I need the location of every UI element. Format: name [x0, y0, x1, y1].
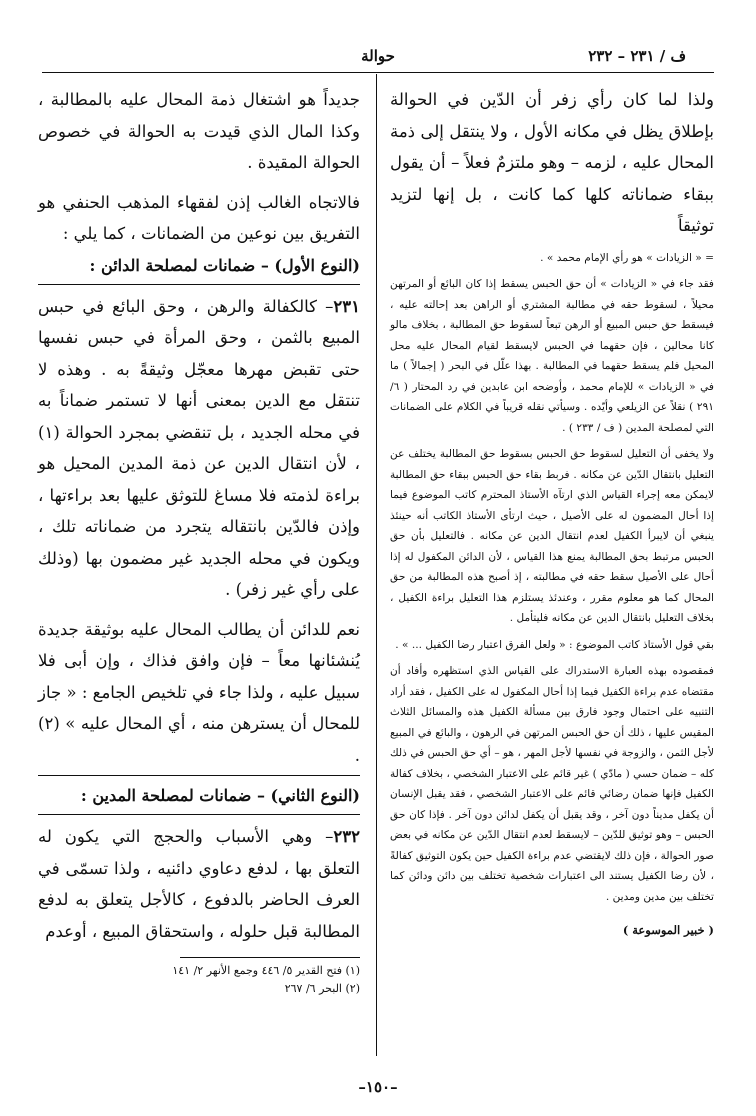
footnote-rule	[180, 957, 360, 958]
footnote-2: (٢) البحر ٦/ ٢٦٧	[284, 982, 360, 995]
note-continuation: = « الزيادات » هو رأي الإمام محمد » .	[540, 251, 714, 264]
column-divider	[376, 74, 377, 1056]
heading-rule-2a	[38, 775, 360, 776]
section-number-231: ٢٣١	[333, 296, 360, 316]
note-paragraph-3: بقي قول الأستاذ كاتب الموضوع : « ولعل الفرق اعتبار رضا الكفيل ... » .	[395, 638, 714, 651]
heading-rule-2b	[38, 814, 360, 815]
note-paragraph-2: ولا يخفى أن التعليل لسقوط حق الحبس بسقوط حق المطالبة يختلف عن التعليل بانتقال الدّين عن مكانه . فربط بقاء حق الحبس ببقاء حق المطالبة لايمكن معه إجراء القياس الذي ارتآه الأستاذ المحترم كاتب الموضوع فيما إذا أحال المضمون له على الأصيل ، حيث ارتأى الأستاذ الكاتب أنه حينئذ ينبغي أن لايبرأ الكفيل لعدم انتقال الدين عن مكانه . فالتعليل بأن حق الحبس مرتبط بحق المطالبة يمنع هذا القياس ، لأن الدائن المكفول له إذا أحال على الأصيل سقط حقه في مطالبته ، إذ أصبح هذه المطالبة من حق المحال كما هو معلوم مقرر ، وعندئذ يستلزم هذا التعليل براءة الكفيل ، بخلاف التعليل بانتقال الدين عن مكانه فليتأمل .	[390, 448, 715, 624]
running-title: حوالة	[361, 47, 395, 65]
left-column	[38, 84, 360, 998]
left-paragraph-4: نعم للدائن أن يطالب المحال عليه بوثيقة جديدة يُنشئانها معاً – فإن وافق فذاك ، وإن أبى فلا سبيل عليه ، ولذا جاء في تلخيص الجامع : « جاز للمحال أن يسترهن منه ، أي المحال عليه » (٢) .	[38, 619, 360, 765]
page-number: –١٥٠–	[358, 1078, 398, 1096]
section-heading-2: (النوع الثاني) – ضمانات لمصلحة المدين :	[80, 786, 360, 805]
left-paragraph-5	[38, 821, 360, 947]
page-section-code: ف / ٢٣١ – ٢٣٢	[588, 47, 686, 65]
note-paragraph-4: فمقصوده بهذه العبارة الاستدراك على القياس الذي استظهره وأفاد أن مقتضاه عدم براءة الكفيل فيما إذا أحال المكفول له على الكفيل ، فقد أراد التنبيه على احتمال وجود فارق بين مسألة الكفيل هذه والمسائل الثلاث المقيس عليها ، ذلك أن حق الحبس المرتهن في الرهون ، والبائع في المبيع لأجل الثمن ، والزوجة في نفسها لأجل المهر ، هو – أي حق الحبس في ذلك كله – ضمان حسي ( مادّي ) غير قائم على الاعتبار الشخصي ، بخلاف كفالة الكفيل فإنها ضمان رضائي قائم على الاعتبار الشخصي ، فقد يقبل الإنسان أن يكفل مديناً دون آخر ، وقد يقبل أن يكفل لدائن دون آخر . فإذا كان حق الحبس – وهو توثيق للدّين – لايسقط لعدم انتقال الدّين عن مكانه في بعض صور الحوالة ، فإن ذلك لايقتضي عدم براءة الكفيل حين يكون التوثيق كفالةً ، لأن رضا الكفيل يستند الى اعتبارات شخصية تختلف بين دائن ودائن كما تختلف بين مدين ومدين .	[390, 665, 714, 903]
left-paragraph-2: فالاتجاه الغالب إذن لفقهاء المذهب الحنفي هو التفريق بين نوعين من الضمانات ، كما يلي :	[38, 192, 360, 243]
right-column	[390, 84, 714, 937]
section-number-232: ٢٣٢	[333, 827, 360, 846]
section-heading-1: (النوع الأول) – ضمانات لمصلحة الدائن :	[89, 255, 360, 275]
footnote-1: (١) فتح القدير ٥/ ٤٤٦ وجمع الأنهر ٢/ ١٤١	[172, 964, 360, 977]
note-signature: ( خبير الموسوعة )	[622, 923, 714, 937]
left-paragraph-3	[38, 291, 360, 606]
left-paragraph-1: جديداً هو اشتغال ذمة المحال عليه بالمطالبة ، وكذا المال الذي قيدت به الحوالة في خصوص الحوالة المقيدة .	[38, 90, 360, 172]
right-main-paragraph: ولذا لما كان رأي زفر أن الدّين في الحوالة بإطلاق يظل في مكانه الأول ، ولا ينتقل إلى ذمة المحال عليه ، لزمه – وهو ملتزمٌ فعلاً – أن يقول ببقاء ضماناته كلها كما كانت ، بل إنها لتزيد توثيقاً	[390, 90, 714, 235]
section-232-text: – وهي الأسباب والحجج التي يكون له التعلق بها ، لدفع دعاوي دائنيه ، ولذا تسمّى في العرف الحاضر بالدفوع ، كالأجل يتعلق به لدفع المطالبة قبل حلوله ، واستحقاق المبيع ، أوعدم	[38, 827, 360, 941]
section-231-text: – كالكفالة والرهن ، وحق البائع في حبس المبيع بالثمن ، وحق المرأة في حبس نفسها حتى تقبض مهرها معجّل وثيقةً به . وهذه لا تنتقل مع الدين بمعنى أنها لا تستمر ضماناً به في محله الجديد ، بل تنقضي بمجرد الحوالة (١) ، لأن انتقال الدين عن ذمة المدين المحيل هو براءة لذمته فلا مساغ للتوثق عليها بعد براءتها ، وإذن فالدّين بانتقاله يتجرد من ضماناته تلك ، ويكون في محله الجديد غير مضمون بها (وذلك على رأي غير زفر) .	[38, 296, 360, 599]
header-rule	[42, 72, 714, 73]
heading-rule-1	[38, 284, 360, 285]
note-paragraph-1: فقد جاء في « الزيادات » أن حق الحبس يسقط إذا كان البائع أو المرتهن محيلاً ، لسقوط حقه في مطالبة المشتري أو الراهن بعد إحالته عليه ، فيسقط حق حبس المبيع أو الرهن تبعاً لسقوط حق المطالبة ، بخلاف مالو كانا محالين ، فإن حقهما في الحبس لايسقط لقيام المحال عليه محل المحيل فلم يسقط حقهما في المطالبة . بهذا علّل في البحر ( إجمالاً ) ما في « الزيادات » للإمام محمد ، وأوضحه ابن عابدين في رد المحتار ( ٦/ ٢٩١ ) نقلاً عن الزيلعي وأيّده . وسيأتي نقله قريباً في الكلام على الضمانات التي لمصلحة المدين ( ف / ٢٣٣ ) .	[390, 278, 714, 434]
